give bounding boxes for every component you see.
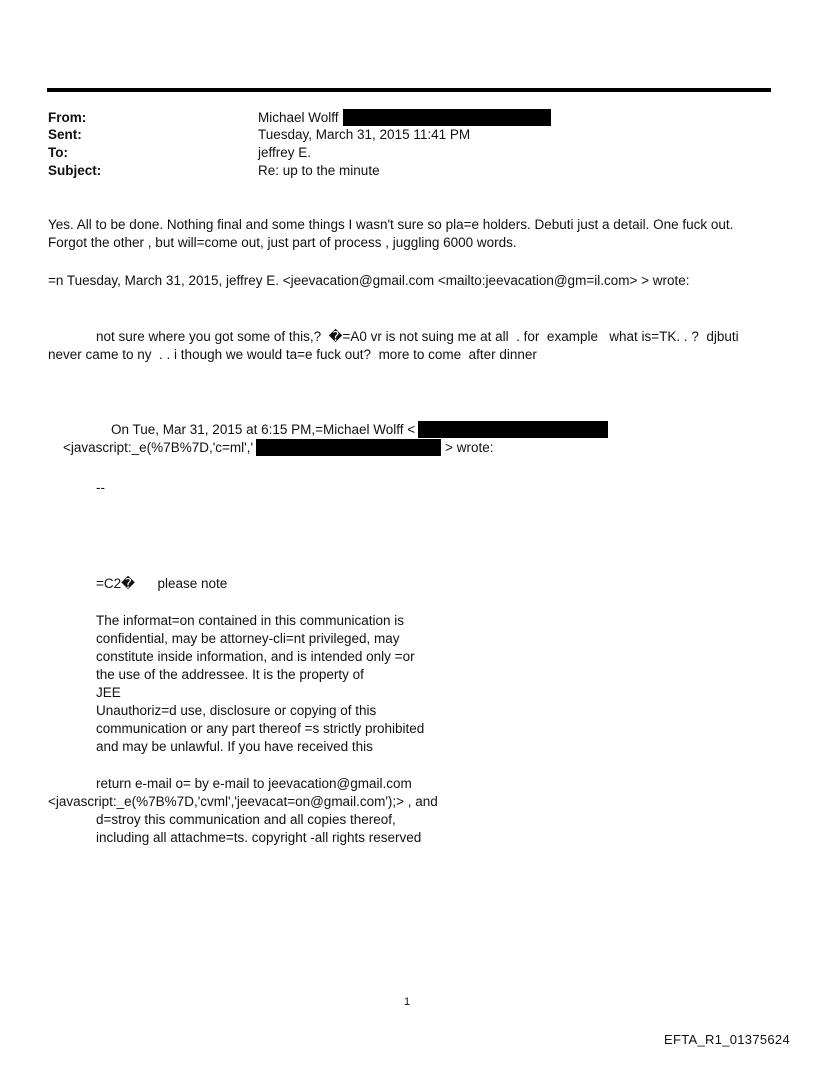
please-note: =C2� please note <box>96 576 228 591</box>
disclaimer-line: return e-mail o= by e-mail to jeevacation@gmail.com <box>96 776 412 791</box>
redaction-box <box>343 109 551 126</box>
quote2-js-line <box>48 421 493 475</box>
disclaimer-line: JEE <box>96 685 121 700</box>
document-id: EFTA_R1_01375624 <box>664 1032 790 1047</box>
disclaimer-line: confidential, may be attorney-cli=nt privileged, may <box>96 631 400 646</box>
redaction-box <box>256 439 441 456</box>
quote2-wrote: > wrote: <box>445 440 494 455</box>
from-label: From: <box>48 110 87 125</box>
signature-separator: -- <box>96 480 105 495</box>
to-label: To: <box>48 145 68 160</box>
disclaimer-line: communication or any part thereof =s strictly prohibited <box>96 721 425 736</box>
subject-label: Subject: <box>48 163 102 178</box>
disclaimer-line: and may be unlawful. If you have received this <box>96 739 373 754</box>
quote-line: never came to ny . . i though we would ta=e fuck out? more to come after dinner <box>48 347 537 362</box>
disclaimer-line: the use of the addressee. It is the property of <box>96 667 364 682</box>
to-value: jeffrey E. <box>258 145 312 160</box>
sent-value: Tuesday, March 31, 2015 11:41 PM <box>258 127 471 142</box>
header-rule <box>47 88 771 92</box>
page-number: 1 <box>404 996 411 1008</box>
subject-value: Re: up to the minute <box>258 163 380 178</box>
disclaimer-line: constitute inside information, and is intended only =or <box>96 649 415 664</box>
body-line: Yes. All to be done. Nothing final and some things I wasn't sure so pla=e holders. Debuti just a detail. One fuck out. <box>48 217 734 232</box>
disclaimer-line: d=stroy this communication and all copies thereof, <box>96 812 396 827</box>
quote-line: not sure where you got some of this,? �=A0 vr is not suing me at all . for example what is=TK. . ? djbuti <box>96 329 739 344</box>
disclaimer-line: Unauthoriz=d use, disclosure or copying of this <box>96 703 377 718</box>
sent-label: Sent: <box>48 127 82 142</box>
quote-header: =n Tuesday, March 31, 2015, jeffrey E. <jeevacation@gmail.com <mailto:jeevacation@gm=il.com> > wrote: <box>48 273 690 288</box>
disclaimer-line: <javascript:_e(%7B%7D,'cvml','jeevacat=on@gmail.com');> , and <box>48 794 438 809</box>
disclaimer-line: including all attachme=ts. copyright -all rights reserved <box>96 830 422 845</box>
disclaimer-line: The informat=on contained in this communication is <box>96 613 405 628</box>
body-line: Forgot the other , but will=come out, just part of process , juggling 6000 words. <box>48 235 517 250</box>
quote2-js: <javascript:_e(%7B%7D,'c=ml',' <box>63 440 254 455</box>
quote2-header: On Tue, Mar 31, 2015 at 6:15 PM,=Michael Wolff < <box>111 422 416 437</box>
from-value: Michael Wolff <box>258 110 339 125</box>
